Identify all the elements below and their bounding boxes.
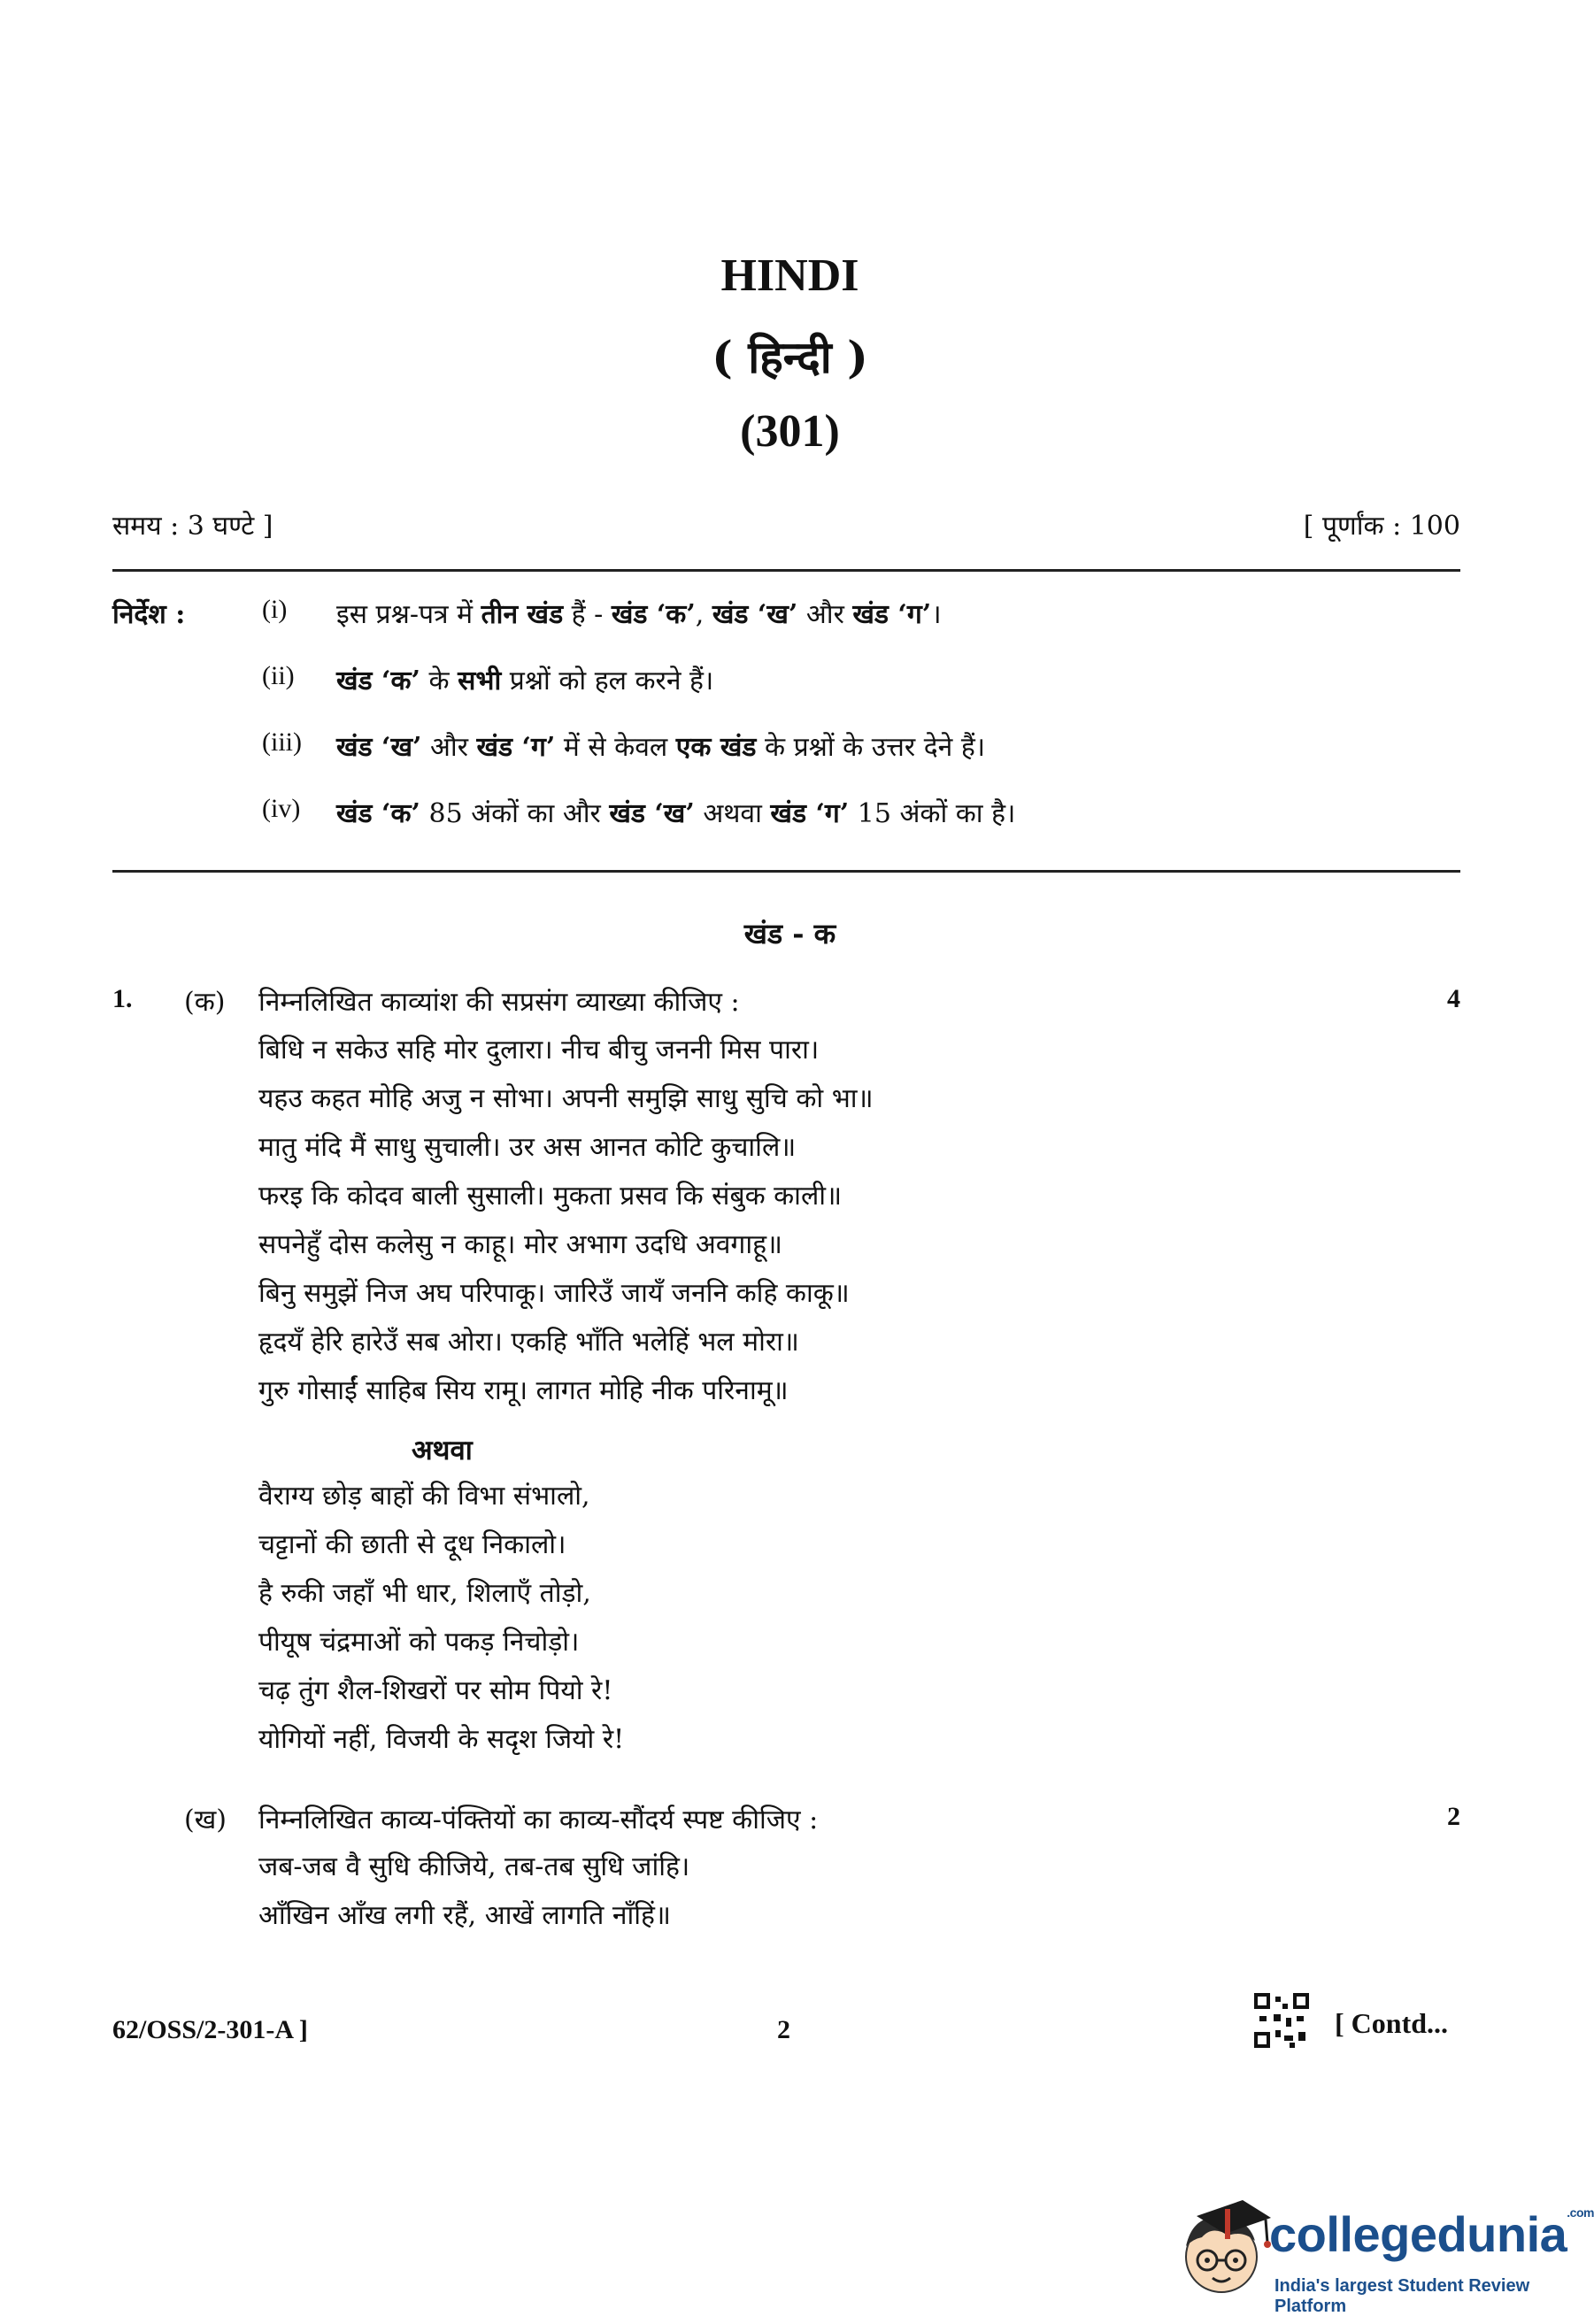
verse-line: बिनु समुझें निज अघ परिपाकू। जारिउँ जायँ जननि कहि काकू॥ [258,1278,850,1309]
verse-line: चट्टानों की छाती से दूध निकालो। [258,1529,566,1560]
verse-line: पीयूष चंद्रमाओं को पकड़ निचोड़ो। [258,1627,580,1658]
brand-tagline: India's largest Student Review Platform [1274,2276,1530,2316]
max-marks: [ पूर्णांक : 100 [1303,511,1460,542]
part-a-marks: 4 [1447,984,1460,1013]
divider-bottom [112,870,1460,873]
instruction-text: इस प्रश्न-पत्र में तीन खंड हैं - खंड ‘क’, खंड ‘ख’ और खंड ‘ग’। [336,599,942,630]
divider-top [112,569,1460,572]
collegedunia-mascot-icon [1167,2191,1280,2305]
continued-label: [ Contd... [1335,2007,1449,2039]
section-title: खंड - क [743,917,836,950]
instruction-number: (iv) [262,794,301,823]
instruction-number: (ii) [262,661,295,690]
verse-line: फरइ कि कोदव बाली सुसाली। मुकता प्रसव कि संबुक काली॥ [258,1181,843,1212]
or-label: अथवा [412,1435,473,1466]
subject-title-hi: ( हिन्दी ) [712,331,868,383]
instruction-text: खंड ‘क’ के सभी प्रश्नों को हल करने हैं। [336,666,714,696]
verse-line: जब-जब वै सुधि कीजिये, तब-तब सुधि जांहि। [258,1851,690,1882]
part-a-prompt: निम्नलिखित काव्यांश की सप्रसंग व्याख्या कीजिए : [258,987,740,1018]
part-b-prompt: निम्नलिखित काव्य-पंक्तियों का काव्य-सौंदर्य स्पष्ट कीजिए : [258,1805,819,1835]
verse-line: आँखिन आँख लगी रहैं, आखें लागति नाँहिं॥ [258,1900,671,1931]
subject-code: (301) [740,406,840,457]
verse-line: यहउ कहत मोहि अजु न सोभा। अपनी समुझि साधु सुचि को भा॥ [258,1083,874,1114]
verse-line: गुरु गोसाईं साहिब सिय रामू। लागत मोहि नीक परिनामू॥ [258,1375,789,1406]
exam-time: समय : 3 घण्टे ] [112,511,273,542]
verse-line: मातु मंदि मैं साधु सुचाली। उर अस आनत कोटि कुचालि॥ [258,1132,797,1163]
brand-name [1269,2205,1594,2263]
verse-line: सपनेहुँ दोस कलेसु न काहू। मोर अभाग उदधि अवगाहू॥ [258,1229,782,1260]
qr-code-icon [1254,1993,1309,2048]
verse-line: बिधि न सकेउ सहि मोर दुलारा। नीच बीचु जननी मिस पारा। [258,1035,820,1066]
instruction-number: (iii) [262,727,302,757]
paper-code: 62/OSS/2-301-A ] [112,2015,308,2044]
verse-line: चढ़ तुंग शैल-शिखरों पर सोम पियो रे! [258,1675,613,1706]
verse-line: है रुकी जहाँ भी धार, शिलाएँ तोड़ो, [258,1578,591,1609]
verse-line: वैराग्य छोड़ बाहों की विभा संभालो, [258,1481,590,1512]
verse-line: हृदयँ हेरि हारेउँ सब ओरा। एकहि भाँति भलेहिं भल मोरा॥ [258,1327,799,1358]
question-number: 1. [112,984,133,1013]
page-number: 2 [777,2015,790,2044]
brand-suffix: .com [1567,2205,1594,2220]
subject-title-en: HINDI [720,250,859,301]
brand-wordmark: collegedunia [1269,2206,1567,2262]
verse-line: योगियों नहीं, विजयी के सदृश जियो रे! [258,1724,625,1755]
instructions-label: निर्देश : [112,599,186,630]
instruction-text: खंड ‘क’ 85 अंकों का और खंड ‘ख’ अथवा खंड ‘ग’ 15 अंकों का है। [336,798,1016,829]
part-b-marks: 2 [1447,1802,1460,1831]
instruction-text: खंड ‘ख’ और खंड ‘ग’ में से केवल एक खंड के प्रश्नों के उत्तर देने हैं। [336,732,986,763]
part-a-label: (क) [184,987,226,1018]
instruction-number: (i) [262,595,288,624]
part-b-label: (ख) [184,1805,227,1835]
